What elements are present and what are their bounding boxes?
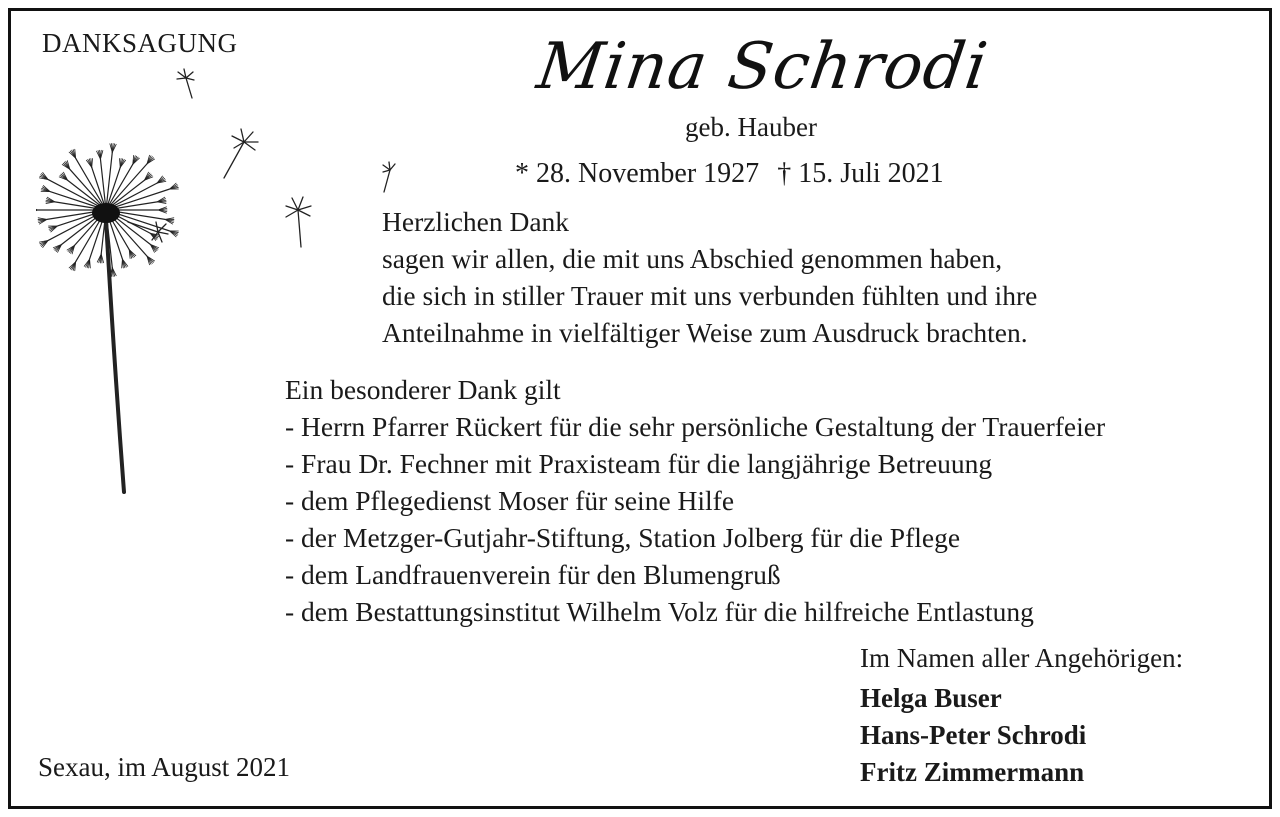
text-line: sagen wir allen, die mit uns Abschied genommen haben, <box>382 243 1003 274</box>
list-item: - dem Landfrauenverein für den Blumengruß <box>285 559 781 590</box>
list-item: - Herrn Pfarrer Rückert für die sehr persönliche Gestaltung der Trauerfeier <box>285 411 1106 442</box>
text-line: Anteilnahme in vielfältiger Weise zum Ausdruck brachten. <box>382 317 1028 348</box>
maiden-name: geb. Hauber <box>685 112 817 142</box>
list-item: - Frau Dr. Fechner mit Praxisteam für die langjährige Betreuung <box>285 448 993 479</box>
signer-name: Fritz Zimmermann <box>860 757 1085 787</box>
death-date: † 15. Juli 2021 <box>777 158 944 189</box>
signature-intro: Im Namen aller Angehörigen: <box>860 643 1184 673</box>
signer-name: Hans-Peter Schrodi <box>860 720 1087 750</box>
notice-heading: DANKSAGUNG <box>42 28 238 58</box>
place-date: Sexau, im August 2021 <box>38 752 291 782</box>
list-item: - dem Bestattungsinstitut Wilhelm Volz für die hilfreiche Entlastung <box>285 596 1034 627</box>
intro-paragraph <box>382 203 1037 351</box>
list-heading: Ein besonderer Dank gilt <box>285 374 561 405</box>
text-line: die sich in stiller Trauer mit uns verbunden fühlten und ihre <box>382 280 1038 311</box>
life-dates <box>515 158 944 190</box>
special-thanks-list <box>285 371 1105 630</box>
birth-date: * 28. November 1927 <box>515 158 760 189</box>
signer-name: Helga Buser <box>860 683 1002 713</box>
deceased-name: Mina Schrodi <box>532 30 993 104</box>
list-item: - der Metzger-Gutjahr-Stiftung, Station Jolberg für die Pflege <box>285 522 961 553</box>
list-item: - dem Pflegedienst Moser für seine Hilfe <box>285 485 735 516</box>
text-line: Herzlichen Dank <box>382 206 570 237</box>
signer-list <box>860 680 1086 791</box>
